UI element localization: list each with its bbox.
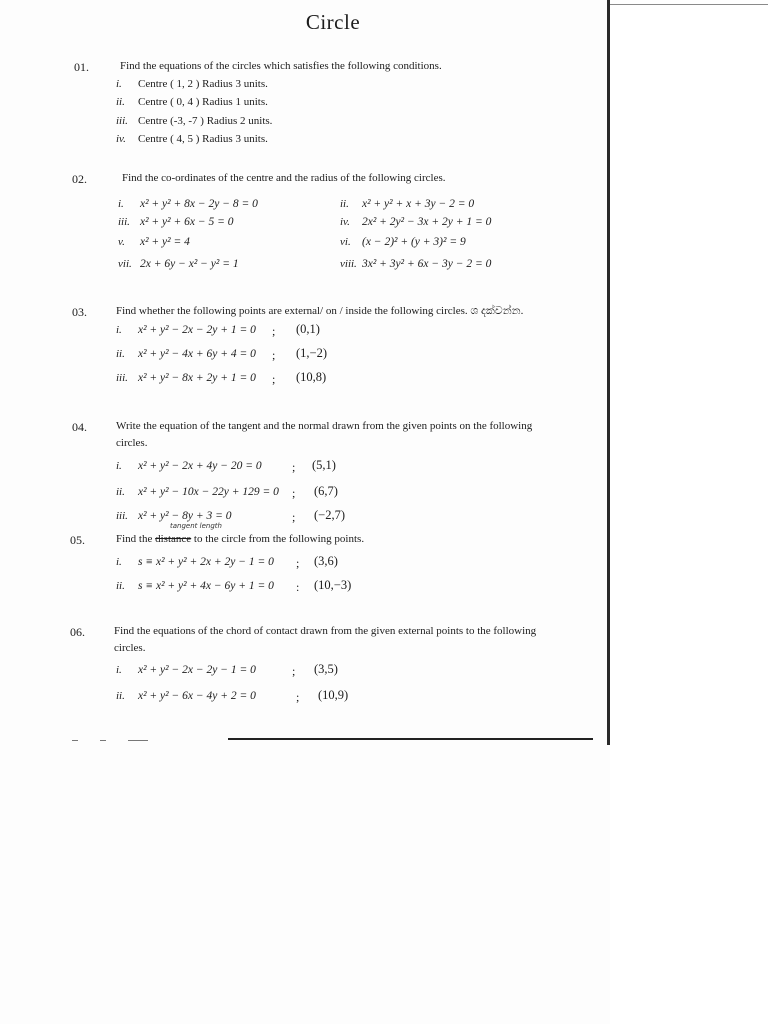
list-item (116, 133, 268, 145)
equation: x² + y² − 2x − 2y + 1 = 0 (138, 324, 256, 336)
equation: x² + y² − 4x + 6y + 4 = 0 (138, 348, 256, 360)
equation: x² + y² + x + 3y − 2 = 0 (362, 198, 475, 210)
item-label: i. (116, 460, 122, 472)
separator: ; (272, 348, 276, 362)
point-coordinate: (3,5) (314, 662, 338, 676)
equation-item (118, 258, 239, 270)
point-coordinate: (10,9) (318, 688, 349, 702)
item-label: vi. (340, 236, 351, 248)
item-label: ii. (116, 486, 125, 498)
separator: ; (292, 510, 296, 524)
item-label: v. (118, 236, 125, 248)
question-text (116, 530, 364, 549)
equation: s ≡ x² + y² + 2x + 2y − 1 = 0 (138, 556, 274, 568)
item-label: ii. (116, 580, 125, 592)
question-number: 05. (70, 533, 85, 547)
question-text-line-1: Find the equations of the chord of contact drawn from the given external points to the following (114, 625, 537, 637)
equation: x² + y² + 8x − 2y − 8 = 0 (140, 198, 258, 210)
scan-mark (128, 740, 148, 741)
point-coordinate: (5,1) (312, 458, 336, 472)
question-text: Find the co-ordinates of the centre and the radius of the following circles. (122, 172, 446, 184)
point-coordinate: (6,7) (314, 484, 338, 498)
list-item (116, 78, 268, 90)
equation: x² + y² − 2x + 4y − 20 = 0 (138, 460, 262, 472)
question-text: Find the equations of the circles which satisfies the following conditions. (120, 60, 442, 72)
point-coordinate: (3,6) (314, 554, 338, 568)
item-label: ii. (116, 690, 125, 702)
item-label: vii. (118, 258, 132, 270)
separator: ; (296, 556, 300, 570)
equation-item (116, 460, 262, 472)
equation-item (116, 348, 256, 360)
item-text: Centre (-3, -7 ) Radius 2 units. (138, 115, 273, 127)
equation: x² + y² − 10x − 22y + 129 = 0 (138, 486, 279, 498)
separator: ; (272, 324, 276, 338)
equation-item (116, 690, 256, 702)
equation-item (340, 236, 466, 248)
equation: x² + y² = 4 (140, 236, 190, 248)
item-label: ii. (340, 198, 349, 210)
item-label: iv. (116, 133, 126, 145)
item-label: iii. (116, 510, 128, 522)
scan-mark (72, 740, 78, 741)
item-label: iii. (116, 115, 128, 127)
equation-item (116, 486, 279, 498)
equation: (x − 2)² + (y + 3)² = 9 (362, 236, 466, 248)
item-label: ii. (116, 348, 125, 360)
equation: x² + y² − 8y + 3 = 0 (138, 510, 232, 522)
item-label: iii. (118, 216, 130, 228)
equation: x² + y² + 6x − 5 = 0 (140, 216, 234, 228)
equation: 2x + 6y − x² − y² = 1 (140, 258, 239, 270)
item-label: i. (116, 664, 122, 676)
equation-item (116, 556, 274, 568)
separator: ; (292, 460, 296, 474)
item-label: iv. (340, 216, 350, 228)
question-number: 02. (72, 172, 87, 186)
question-text-suffix: to the circle from the following points. (193, 533, 365, 545)
equation: s ≡ x² + y² + 4x − 6y + 1 = 0 (138, 580, 274, 592)
list-item (116, 96, 268, 108)
point-coordinate: (−2,7) (314, 508, 345, 522)
page-edge-top (610, 4, 768, 5)
page-title: Circle (305, 10, 361, 34)
item-label: iii. (116, 372, 128, 384)
item-label: i. (118, 198, 124, 210)
item-label: i. (116, 556, 122, 568)
handwritten-note: tangent length (170, 522, 222, 530)
equation: x² + y² − 2x − 2y − 1 = 0 (138, 664, 256, 676)
equation-item (116, 324, 256, 336)
equation-item (340, 258, 491, 270)
question-number: 06. (70, 625, 85, 639)
question-text-line-2: circles. (114, 642, 146, 654)
equation-item (118, 198, 258, 210)
struck-word: distance (155, 533, 192, 545)
item-label: ii. (116, 96, 125, 108)
separator: ; (292, 664, 296, 678)
question-text: Find whether the following points are external/ on / inside the following circles. ශ දක්වන්න. (116, 305, 524, 317)
list-item (116, 115, 272, 127)
question-text-line-1: Write the equation of the tangent and the normal drawn from the given points on the following (116, 420, 533, 432)
question-number: 01. (74, 60, 89, 74)
equation: 2x² + 2y² − 3x + 2y + 1 = 0 (362, 216, 492, 228)
scan-mark (100, 740, 106, 741)
equation-item (116, 664, 256, 676)
item-text: Centre ( 0, 4 ) Radius 1 units. (138, 96, 268, 108)
item-label: i. (116, 324, 122, 336)
equation-item (118, 236, 190, 248)
question-number: 04. (72, 420, 87, 434)
separator: : (296, 580, 300, 594)
equation-item (116, 580, 274, 592)
page-edge-right (607, 0, 610, 745)
point-coordinate: (10,8) (296, 370, 327, 384)
equation: x² + y² − 8x + 2y + 1 = 0 (138, 372, 256, 384)
bottom-rule (228, 738, 593, 740)
equation-item (118, 216, 234, 228)
separator: ; (272, 372, 276, 386)
question-text-line-2: circles. (116, 437, 148, 449)
separator: ; (296, 690, 300, 704)
item-text: Centre ( 4, 5 ) Radius 3 units. (138, 133, 268, 145)
item-label: viii. (340, 258, 357, 270)
point-coordinate: (10,−3) (314, 578, 352, 592)
separator: ; (292, 486, 296, 500)
point-coordinate: (1,−2) (296, 346, 327, 360)
equation: 3x² + 3y² + 6x − 3y − 2 = 0 (362, 258, 492, 270)
item-text: Centre ( 1, 2 ) Radius 3 units. (138, 78, 268, 90)
equation: x² + y² − 6x − 4y + 2 = 0 (138, 690, 256, 702)
equation-item (116, 510, 232, 522)
question-number: 03. (72, 305, 87, 319)
question-text-prefix: Find the (116, 533, 153, 545)
point-coordinate: (0,1) (296, 322, 320, 336)
equation-item (340, 216, 491, 228)
equation-item (116, 372, 256, 384)
equation-item (340, 198, 474, 210)
item-label: i. (116, 78, 122, 90)
